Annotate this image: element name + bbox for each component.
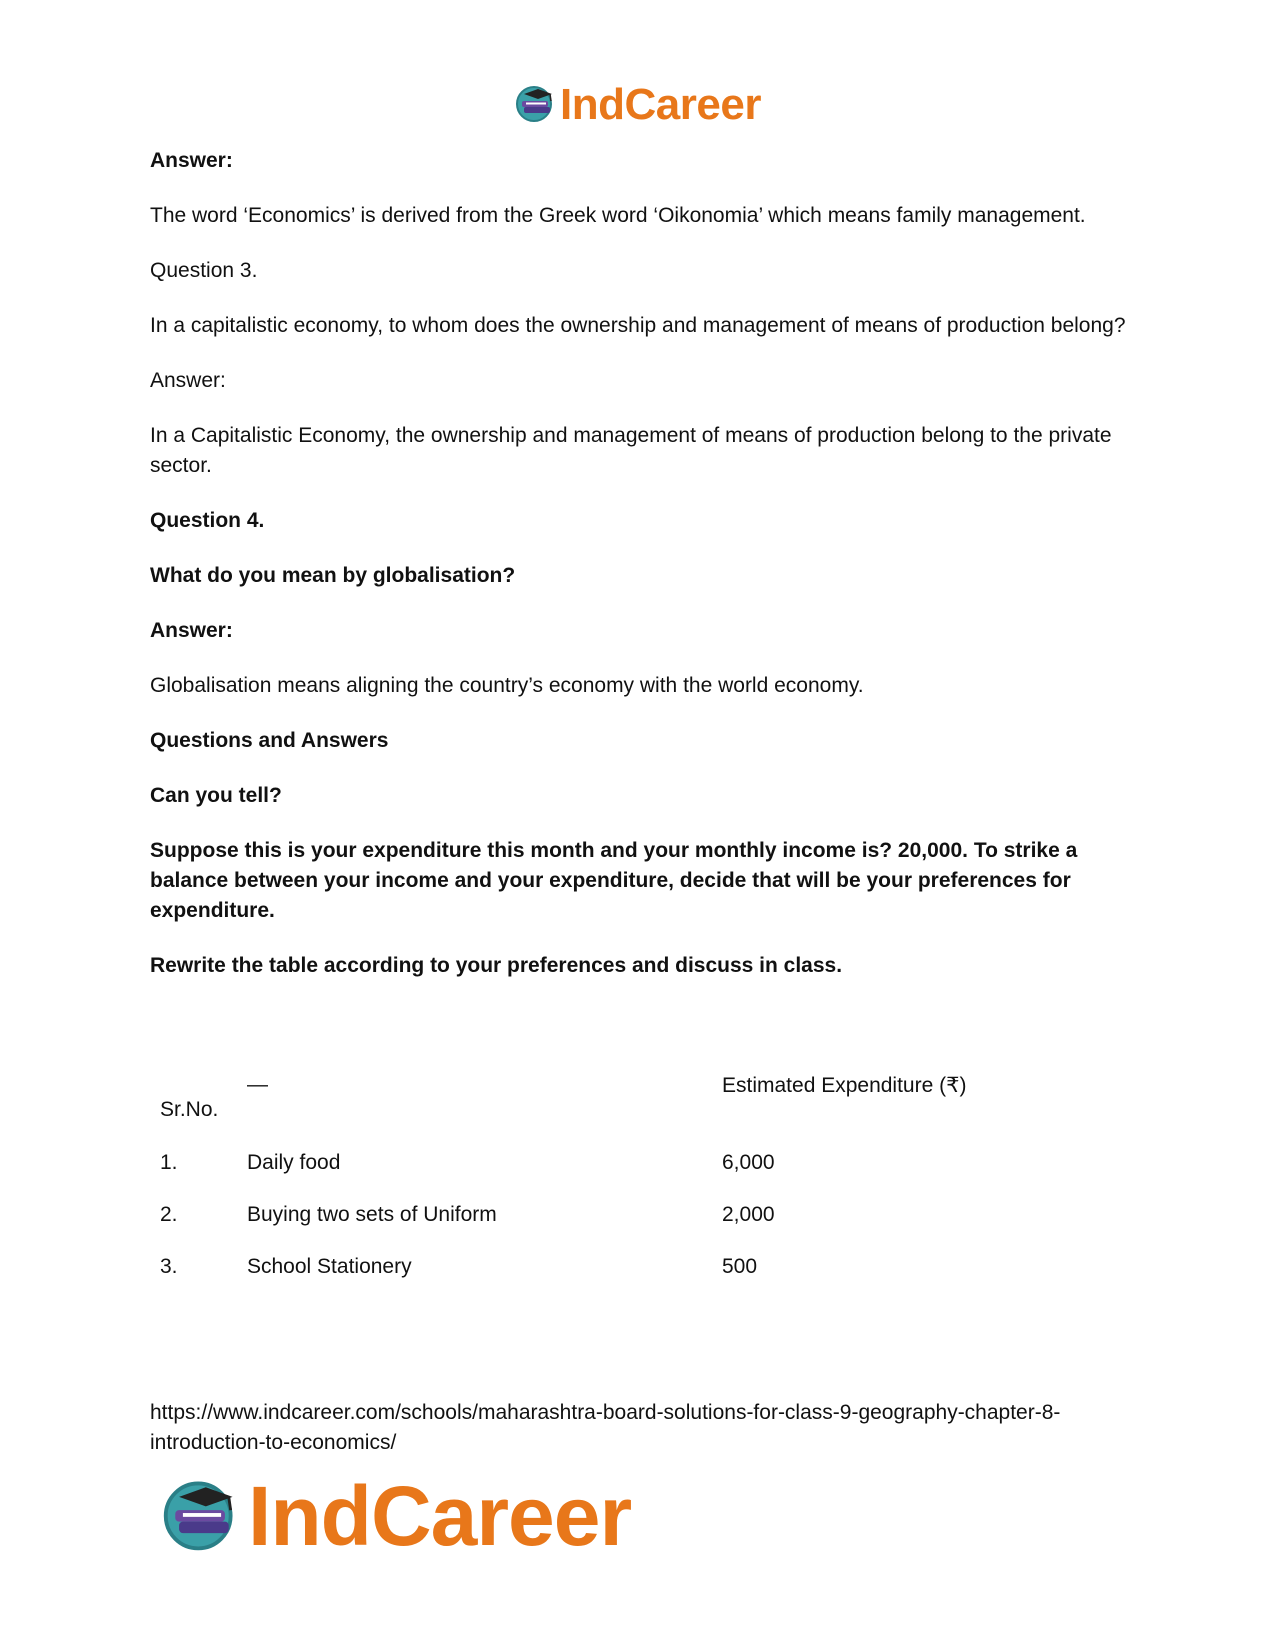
table-header-row	[150, 1073, 1050, 1148]
footer-url[interactable]: https://www.indcareer.com/schools/maharashtra-board-solutions-for-class-9-geography-chapter-8-introduction-to-economics/	[150, 1401, 1061, 1454]
cell-expenditure: 2,000	[722, 1203, 775, 1226]
header-logo	[0, 80, 1275, 130]
header-estimated-expenditure: Estimated Expenditure (₹)	[722, 1074, 967, 1097]
cell-item: Buying two sets of Uniform	[247, 1203, 497, 1226]
document-body	[150, 146, 1140, 1006]
paragraph: Can you tell?	[150, 784, 282, 807]
footer-logo	[160, 1468, 631, 1565]
logo-large	[160, 1468, 631, 1565]
cell-sr-no: 2.	[160, 1203, 178, 1226]
cell-expenditure: 500	[722, 1255, 758, 1278]
paragraph: Answer:	[150, 619, 233, 642]
paragraph: Questions and Answers	[150, 729, 389, 752]
paragraph: What do you mean by globalisation?	[150, 564, 516, 587]
paragraph: Answer:	[150, 369, 226, 392]
cell-sr-no: 1.	[160, 1151, 178, 1174]
header-item: —	[247, 1073, 268, 1096]
table-body	[150, 1151, 1050, 1307]
paragraph: In a Capitalistic Economy, the ownership and management of means of production belong to the private sector.	[150, 424, 1112, 477]
indcareer-logo-icon	[160, 1474, 244, 1559]
cell-sr-no: 3.	[160, 1255, 178, 1278]
paragraph: Answer:	[150, 149, 233, 172]
table-row	[150, 1203, 1050, 1255]
cell-expenditure: 6,000	[722, 1151, 775, 1174]
paragraph: Rewrite the table according to your preferences and discuss in class.	[150, 954, 843, 977]
logo	[514, 80, 761, 130]
cell-item: Daily food	[247, 1151, 341, 1174]
paragraph: Suppose this is your expenditure this month and your monthly income is? 20,000. To strike a balance between your income and your expenditure, decide that will be your preferences for expenditure.	[150, 839, 1078, 922]
brand-wordmark-large: IndCareer	[248, 1469, 632, 1563]
header-sr-no: Sr.No.	[160, 1098, 219, 1121]
table-row	[150, 1255, 1050, 1307]
paragraph: Question 3.	[150, 259, 258, 282]
brand-wordmark: IndCareer	[560, 80, 761, 129]
paragraph: The word ‘Economics’ is derived from the Greek word ‘Oikonomia’ which means family management.	[150, 204, 1086, 227]
cell-item: School Stationery	[247, 1255, 412, 1278]
expenditure-table	[150, 1073, 1050, 1307]
paragraph: Question 4.	[150, 509, 265, 532]
table-row	[150, 1151, 1050, 1203]
paragraph: In a capitalistic economy, to whom does the ownership and management of means of production belong?	[150, 314, 1126, 337]
paragraph: Globalisation means aligning the country’s economy with the world economy.	[150, 674, 864, 697]
indcareer-logo-icon	[514, 83, 558, 128]
